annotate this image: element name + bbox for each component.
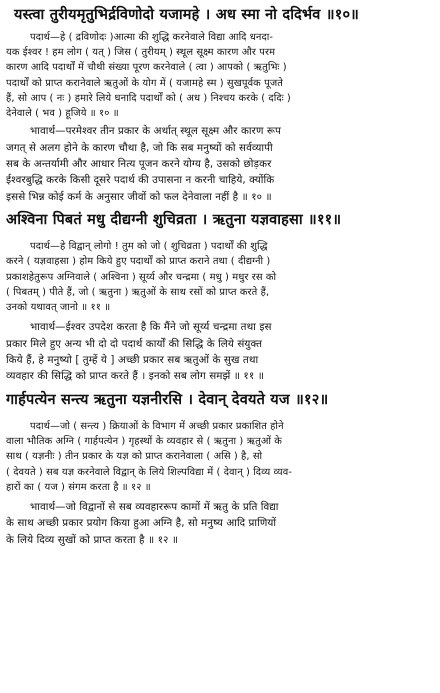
bhavartha-12-line: के लिये दिव्य सुखों को प्राप्त करता है ॥ १२ ॥ <box>6 533 179 546</box>
verse-10: यस्त्वा तुरीयमृतुभिर्द्रविणोदो यजामहे । अध स्मा नो ददिर्भव ॥१०॥ <box>14 6 360 23</box>
padartha-10-line: कारण आदि पदार्थों में चौथी संख्या पूरण करनेवाले ( त्वा ) आपको ( ऋतुभिः ) <box>6 62 287 74</box>
padartha-10-line: पदार्थ—हे ( द्रविणोदः )आत्मा की शुद्धि करनेवाले विद्या आदि धनदा- <box>30 32 274 43</box>
bhavartha-11-line: भावार्थ—ईश्वर उपदेश करता है कि मैंने जो सूर्य्य चन्द्रमा तथा इस <box>30 321 272 334</box>
padartha-11-line: प्रकाशहेतुरूप अग्निवाले ( अश्विना ) सूर्य्य और चन्द्रमा ( मधु ) मधुर रस को <box>6 271 277 283</box>
padartha-10-line: हैं, सो आप ( नः ) हमारे लिये धनादि पदार्थों को ( अध ) निश्चय करके ( ददिः ) <box>6 92 291 104</box>
padartha-12-line: ( देवयते ) सब यज्ञ करनेवाले विद्वान् के लिये शिल्पविद्या में ( देवान् ) दिव्य व्यव- <box>6 466 293 478</box>
padartha-11-line: ( पिबतम् ) पीते हैं, जो ( ऋतुना ) ऋतुओं के साथ रसों को प्राप्त करते हैं, <box>6 286 270 298</box>
padartha-10-line: पदार्थों को प्राप्त करानेवाले ऋतुओं के योग में ( यजामहे स्म ) सुखपूर्वक पूजते <box>6 77 283 89</box>
bhavartha-11-line: व्यवहार की सिद्धि को प्राप्त करते हैं । इनको सब लोग समझें ॥ ११ ॥ <box>6 370 264 383</box>
bhavartha-12-line: भावार्थ—जो विद्वानों से सब व्यवहाररूप कामों में ऋतु के प्रति विद्या <box>30 500 279 513</box>
bhavartha-12-line: के साथ अच्छी प्रकार प्रयोग किया हुआ अग्नि है, सो मनुष्य आदि प्राणियों <box>6 517 277 530</box>
padartha-11 <box>6 239 436 315</box>
bhavartha-10-line: जगत् से अलग होने के कारण चौथा है, जो कि सब मनुष्यों को सर्वव्यापी <box>6 141 273 154</box>
scripture-page <box>6 2 436 691</box>
padartha-10-line: यक ईश्वर ! हम लोग ( यत् ) जिस ( तुरीयम् ) स्थूल सूक्ष्म कारण और परम <box>6 47 276 59</box>
verse-12: गार्हपत्येन सन्त्य ऋतुना यज्ञनीरसि । देवान् देवयते यज ॥१२॥ <box>6 390 329 408</box>
padartha-12-line: हारों का ( यज ) संगम करता है ॥ १२ ॥ <box>6 481 151 493</box>
bhavartha-11-line: किये हैं, हे मनुष्यो [ तुम्हें ये ] अच्छी प्रकार सब ऋतुओं के सुख तथा <box>6 354 259 367</box>
bhavartha-12 <box>6 499 436 548</box>
padartha-12-line: साथ ( यज्ञनीः ) तीन प्रकार के यज्ञ को प्राप्त करानेवाला ( असि ) है, सो <box>6 451 263 463</box>
padartha-12-line: वाला भौतिक अग्नि ( गार्हपत्येन ) गृहस्थों के व्यवहार से ( ऋतुना ) ऋतुओं के <box>6 436 282 448</box>
bhavartha-10-line: भावार्थ—परमेश्वर तीन प्रकार के अर्थात् स्थूल सूक्ष्म और कारण रूप <box>30 125 281 138</box>
bhavartha-10-line: ईश्वरबुद्धि करके किसी दूसरे पदार्थ की उपासना न करनी चाहिये, क्योंकि <box>6 174 275 187</box>
bhavartha-10-line: सब के अन्तर्यामी और आधार नित्य पूजन करने योग्य है, उसको छोड़कर <box>6 158 272 171</box>
padartha-11-line: उनको यथावत् जानो ॥ ११ ॥ <box>6 302 111 314</box>
padartha-10-line: देनेवाले ( भव ) हूजिये ॥ १० ॥ <box>6 108 119 120</box>
verse-11: अश्विना पिबतं मधु दीद्यग्नी शुचिव्रता । ऋतुना यज्ञवाहसा ॥११॥ <box>6 211 342 229</box>
padartha-12-line: पदार्थ—जो ( सन्त्य ) क्रियाओं के विभाग में अच्छी प्रकार प्रकाशित होने <box>30 420 284 432</box>
bhavartha-11-line: प्रकार मिले हुए अन्य भी दो दो पदार्थ कार्यों की सिद्धि के लिये संयुक्त <box>6 337 263 350</box>
padartha-10 <box>6 30 436 121</box>
padartha-12 <box>6 419 436 495</box>
bhavartha-11 <box>6 319 436 385</box>
padartha-11-line: करने ( यज्ञवाहसा ) होम किये हुए पदार्थों को प्राप्त कराने तथा ( दीद्यग्नी ) <box>6 256 271 268</box>
bhavartha-10 <box>6 123 436 205</box>
padartha-11-line: पदार्थ—हे विद्वान् लोगो ! तुम को जो ( शुचिव्रता ) पदार्थों की शुद्धि <box>30 241 268 253</box>
bhavartha-10-line: इससे भिन्न कोई कर्म के अनुसार जीवों को फल देनेवाला नहीं है ॥ १० ॥ <box>6 190 272 203</box>
